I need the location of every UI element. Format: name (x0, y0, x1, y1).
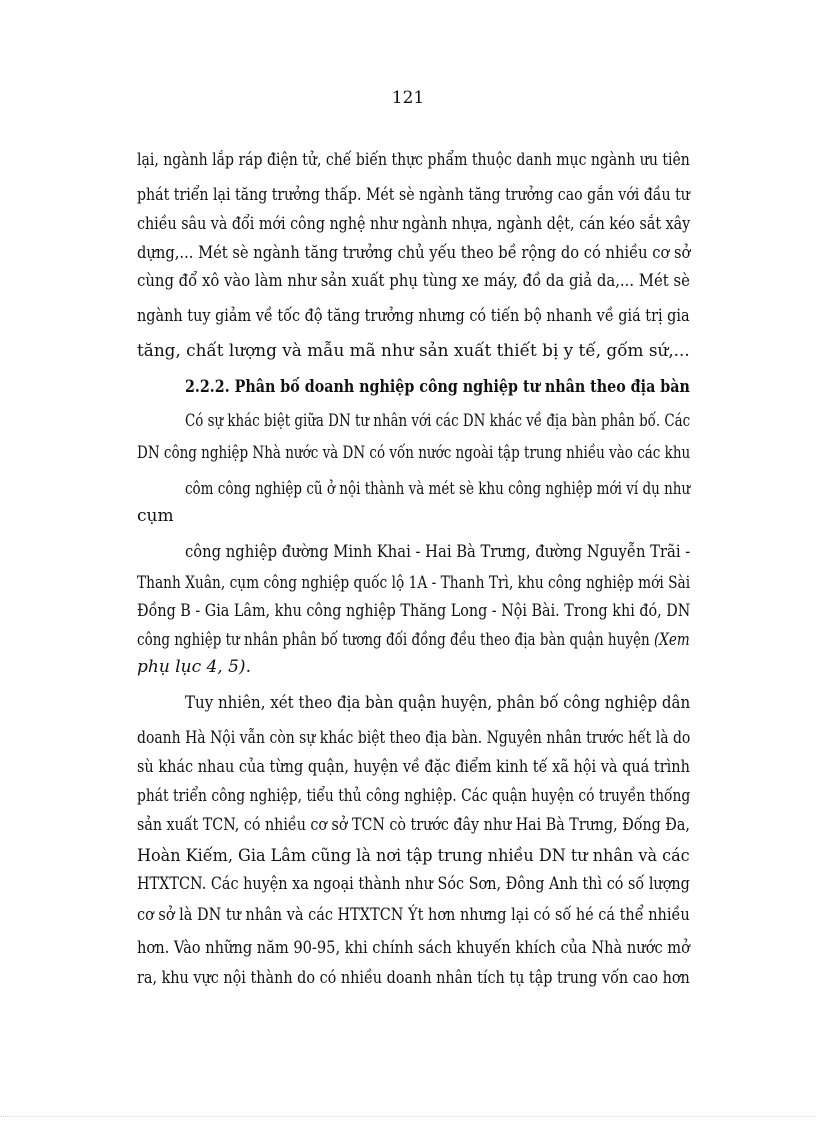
para1-line-4: dựng,... Mét sè ngành tăng trưởng chủ yếu theo bề rộng do có nhiều cơ sở (137, 243, 691, 263)
para3-line-8: cơ sở là DN tư nhân và các HTXTCN Ýt hơn nhưng lại có số hé cá thể nhiều (137, 905, 690, 925)
para2-line-9 (137, 657, 251, 677)
para3-line-4: phát triển công nghiệp, tiểu thủ công nghiệp. Các quận huyện có truyền thống (137, 786, 691, 806)
para2-line-4: cụm (137, 506, 174, 526)
para2-line-8 (137, 630, 690, 650)
para3-line-6: Hoàn Kiếm, Gia Lâm cũng là nơi tập trung nhiều DN tư nhân và các (137, 846, 690, 866)
para3-line-10: ra, khu vực nội thành do có nhiều doanh nhân tích tụ tập trung vốn cao hơn (137, 968, 690, 988)
appendix-reference-a: (Xem (653, 630, 690, 650)
para3-line-5: sản xuất TCN, có nhiều cơ sở TCN cò trước đây như Hai Bà Trưng, Đống Đa, (137, 815, 690, 835)
appendix-reference-b: phụ lục 4, 5) (137, 657, 246, 677)
para2-line-5: công nghiệp đường Minh Khai - Hai Bà Trưng, đường Nguyễn Trãi - (185, 542, 691, 562)
para2-end-period: . (245, 657, 251, 677)
para1-line-6: ngành tuy giảm về tốc độ tăng trưởng nhưng có tiến bộ nhanh về giá trị gia (137, 306, 690, 326)
para3-line-1: Tuy nhiên, xét theo địa bàn quận huyện, phân bố công nghiệp dân (185, 693, 691, 713)
para2-line-7: Đồng B - Gia Lâm, khu công nghiệp Thăng Long - Nội Bài. Trong khi đó, DN (137, 601, 691, 621)
para2-line-2: DN công nghiệp Nhà nước và DN có vốn nước ngoài tập trung nhiều vào các khu (137, 443, 691, 463)
para1-line-7: tăng, chất lượng và mẫu mã như sản xuất thiết bị y tế, gốm sứ,... (137, 341, 690, 361)
para3-line-2: doanh Hà Nội vẫn còn sự khác biệt theo địa bàn. Nguyên nhân trước hết là do (137, 728, 691, 748)
section-heading: 2.2.2. Phân bố doanh nghiệp công nghiệp tư nhân theo địa bàn (185, 377, 690, 397)
para1-line-5: cùng đổ xô vào làm như sản xuất phụ tùng xe máy, đồ da giả da,... Mét sè (137, 271, 690, 291)
page-number: 121 (391, 88, 425, 108)
para2-line-6: Thanh Xuân, cụm công nghiệp quốc lộ 1A - Thanh Trì, khu công nghiệp mới Sài (137, 573, 691, 593)
para2-line-1: Có sự khác biệt giữa DN tư nhân với các DN khác về địa bàn phân bố. Các (185, 411, 691, 431)
page-bottom-dotted-border (0, 1116, 816, 1117)
para3-line-3: sù khác nhau của từng quận, huyện về đặc điểm kinh tế xã hội và quá trình (137, 757, 690, 777)
para2-line-8-text: công nghiệp tư nhân phân bố tương đối đồng đều theo địa bàn quận huyện (137, 630, 650, 650)
para1-line-3: chiều sâu và đổi mới công nghệ như ngành nhựa, ngành dệt, cán kéo sắt xây (137, 214, 691, 234)
para2-line-3: côm công nghiệp cũ ở nội thành và mét sè khu công nghiệp mới ví dụ như (185, 479, 691, 499)
para3-line-7: HTXTCN. Các huyện xa ngoại thành như Sóc Sơn, Đông Anh thì có số lượng (137, 874, 690, 894)
para1-line-1: lại, ngành lắp ráp điện tử, chế biến thực phẩm thuộc danh mục ngành ưu tiên (137, 150, 690, 170)
para1-line-2: phát triển lại tăng trưởng thấp. Mét sè ngành tăng trưởng cao gắn với đầu tư (137, 185, 690, 205)
para3-line-9: hơn. Vào những năm 90-95, khi chính sách khuyến khích của Nhà nước mở (137, 938, 690, 958)
